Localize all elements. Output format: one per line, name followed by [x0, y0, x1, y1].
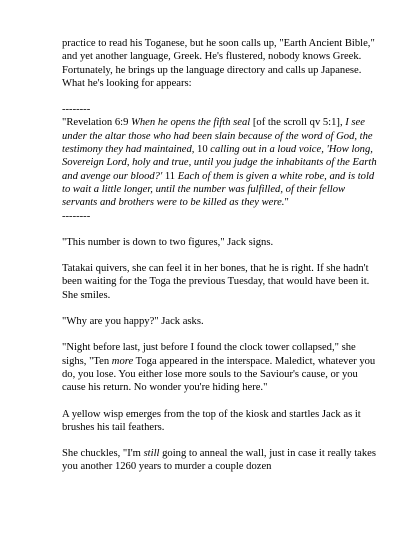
p7-part-a: She chuckles, "I'm — [62, 448, 144, 460]
separator-bottom: -------- — [62, 210, 91, 222]
verse-10: 10 — [194, 144, 211, 156]
p5-part-a: "Night before last, just before I found the clock tower collapsed," she sighs, "Ten — [62, 342, 356, 367]
paragraph-tatakai: Tatakai quivers, she can feel it in her bones, that he is right. If she hadn't been waiting for the Toga the previous Tuesday, that would have been it. She smiles. — [62, 263, 370, 301]
quote-italic-1: When he opens the fifth seal — [131, 117, 251, 129]
p5-italic-more: more — [111, 355, 134, 367]
p7-part-c: going to anneal the wall, just in case it really takes you another 1260 years to murder a couple dozen — [62, 448, 376, 473]
body-text — [62, 37, 382, 487]
paragraph-chuckles — [62, 447, 382, 474]
quote-italic-2: I see under the altar those who had been slain because of the word of God, the testimony they had maintained, — [62, 117, 373, 156]
quote-ref: "Revelation 6:9 — [62, 117, 132, 129]
quote-italic-4: Each of them is given a white robe, and is told to wait a little longer, until the number was fulfilled, of their fellow servants and brothers were to be killed as they were. — [62, 170, 375, 209]
separator-top: -------- — [62, 104, 91, 116]
quote-close: " — [284, 197, 289, 209]
p5-part-c: Toga appeared in the interspace. Maledict, whatever you do, you lose. You either lose more souls to the Saviour's cause, or you cause his return. No wonder you're hiding here." — [62, 355, 376, 394]
p7-italic-still: still — [143, 448, 160, 460]
quote-bracket: [of the scroll qv 5:1], — [250, 117, 346, 129]
quote-italic-3: calling out in a loud voice, 'How long, Sovereign Lord, holy and true, until you judge the inhabitants of the Earth and avenge our blood?' — [62, 144, 377, 182]
verse-11: 11 — [162, 170, 178, 182]
scripture-quote-block — [62, 103, 382, 223]
paragraph-intro: practice to read his Toganese, but he soon calls up, "Earth Ancient Bible," and yet another language, Greek. He's flustered, nobody knows Greek. Fortunately, he brings up the language directory and calls up Japanese. What he's looking for appears: — [62, 38, 375, 89]
paragraph-yellow-wisp: A yellow wisp emerges from the top of the kiosk and startles Jack as it brushes his tail feathers. — [62, 408, 361, 433]
paragraph-why-happy: "Why are you happy?" Jack asks. — [62, 316, 204, 328]
paragraph-night-before — [62, 341, 382, 394]
paragraph-jack-signs: "This number is down to two figures," Jack signs. — [62, 236, 274, 248]
